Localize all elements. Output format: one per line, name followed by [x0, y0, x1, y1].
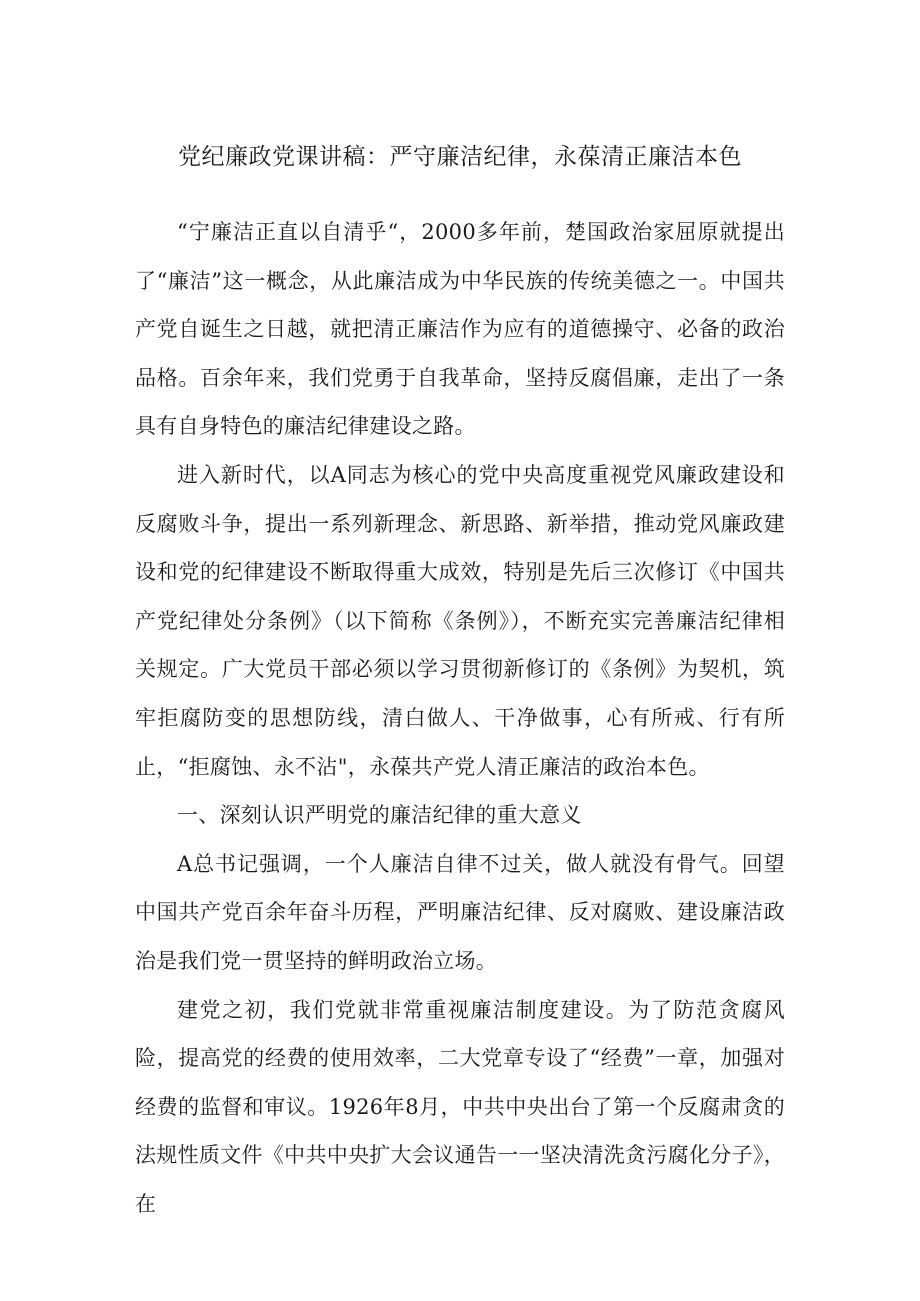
paragraph-significance: A总书记强调，一个人廉洁自律不过关，做人就没有骨气。回望中国共产党百余年奋斗历程，严明廉洁纪律、反对腐败、建设廉洁政治是我们党一贯坚持的鲜明政治立场。 [135, 851, 785, 973]
paragraph-founding: 建党之初，我们党就非常重视廉洁制度建设。为了防范贪腐风险，提高党的经费的使用效率，二大党章专设了“经费”一章，加强对经费的监督和审议。1926年8月，中共中央出台了第一个反腐肃贪的法规性质文件《中共中央扩大会议通告一一坚决清洗贪污腐化分子》，在 [135, 997, 785, 1216]
section-heading-1: 一、深刻认识严明党的廉洁纪律的重大意义 [177, 803, 582, 828]
paragraph-new-era: 进入新时代，以A同志为核心的党中央高度重视党风廉政建设和反腐败斗争，提出一系列新理念、新思路、新举措，推动党风廉政建设和党的纪律建设不断取得重大成效，特别是先后三次修订《中国共产党纪律处分条例》（以下简称《条例》），不断充实完善廉洁纪律相关规定。广大党员干部必须以学习贯彻新修订的《条例》为契机，筑牢拒腐防变的思想防线，清白做人、干净做事，心有所戒、行有所止，“拒腐蚀、永不沾"，永葆共产党人清正廉洁的政治本色。 [135, 462, 785, 779]
paragraph-intro: “宁廉洁正直以自清乎“，2000多年前，楚国政治家屈原就提出了“廉洁”这一概念，从此廉洁成为中华民族的传统美德之一。中国共产党自诞生之日越，就把清正廉洁作为应有的道德操守、必备的政治品格。百余年来，我们党勇于自我革命，坚持反腐倡廉，走出了一条具有自身特色的廉洁纪律建设之路。 [135, 220, 785, 439]
document-title: 党纪廉政党课讲稿：严守廉洁纪律，永葆清正廉洁本色 [178, 144, 742, 170]
document-body [135, 208, 785, 1228]
